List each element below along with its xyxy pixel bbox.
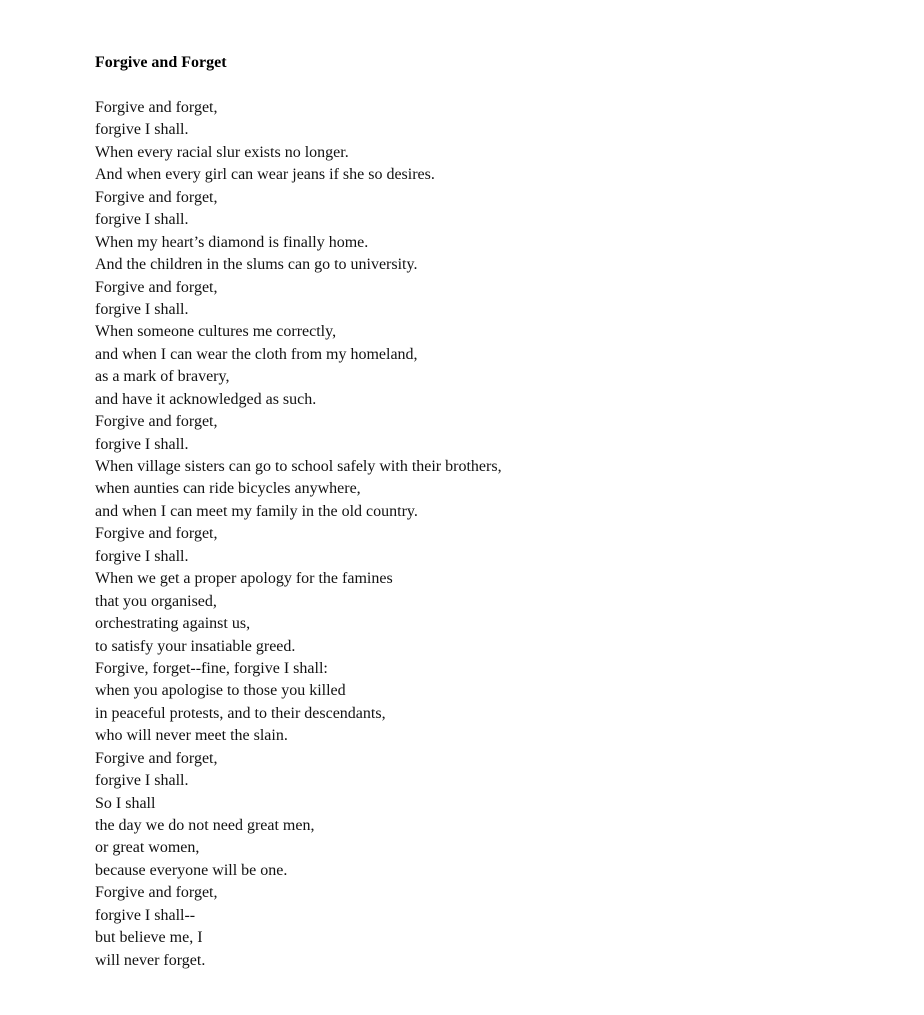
poem-line: When my heart’s diamond is finally home. xyxy=(95,233,369,251)
poem-line: forgive I shall. xyxy=(95,772,189,790)
poem-line: Forgive and forget, xyxy=(95,749,218,767)
poem-title: Forgive and Forget xyxy=(95,54,227,71)
poem-line: when aunties can ride bicycles anywhere, xyxy=(95,480,361,498)
poem-line: and have it acknowledged as such. xyxy=(95,390,317,408)
poem-line: When we get a proper apology for the famines xyxy=(95,570,393,588)
poem-line: So I shall xyxy=(95,794,156,812)
poem-line: forgive I shall. xyxy=(95,435,189,453)
poem-line: will never forget. xyxy=(95,951,206,969)
poem-line: to satisfy your insatiable greed. xyxy=(95,637,296,655)
poem-line: And the children in the slums can go to university. xyxy=(95,256,418,274)
poem-line: that you organised, xyxy=(95,592,217,610)
poem-line: when you apologise to those you killed xyxy=(95,682,346,700)
poem-body xyxy=(95,97,875,972)
poem-line: When village sisters can go to school safely with their brothers, xyxy=(95,458,502,475)
poem-line: forgive I shall. xyxy=(95,300,189,318)
poem-line: forgive I shall. xyxy=(95,547,189,565)
poem-line: Forgive and forget, xyxy=(95,278,218,296)
poem-line: forgive I shall. xyxy=(95,121,189,139)
poem-line: or great women, xyxy=(95,839,200,857)
poem-line: the day we do not need great men, xyxy=(95,817,315,834)
poem-line: as a mark of bravery, xyxy=(95,368,230,386)
poem-line: forgive I shall. xyxy=(95,211,189,229)
poem-line: forgive I shall-- xyxy=(95,906,196,924)
poem-line: When every racial slur exists no longer. xyxy=(95,143,349,161)
poem-line: and when I can meet my family in the old country. xyxy=(95,502,418,520)
poem-line: but believe me, I xyxy=(95,929,203,947)
poem-line: Forgive and forget, xyxy=(95,884,218,902)
poem-line: And when every girl can wear jeans if she so desires. xyxy=(95,166,435,184)
poem-line: Forgive, forget--fine, forgive I shall: xyxy=(95,659,328,677)
poem-line: orchestrating against us, xyxy=(95,615,251,633)
poem-line: Forgive and forget, xyxy=(95,525,218,543)
poem-line: who will never meet the slain. xyxy=(95,727,288,745)
poem-line: When someone cultures me correctly, xyxy=(95,323,337,341)
poem-line: Forgive and forget, xyxy=(95,188,218,206)
poem-line: Forgive and forget, xyxy=(95,413,218,431)
poem-line: Forgive and forget, xyxy=(95,99,218,116)
poem-line: in peaceful protests, and to their descendants, xyxy=(95,704,386,722)
poem-line: and when I can wear the cloth from my homeland, xyxy=(95,345,418,363)
poem-line: because everyone will be one. xyxy=(95,861,288,879)
